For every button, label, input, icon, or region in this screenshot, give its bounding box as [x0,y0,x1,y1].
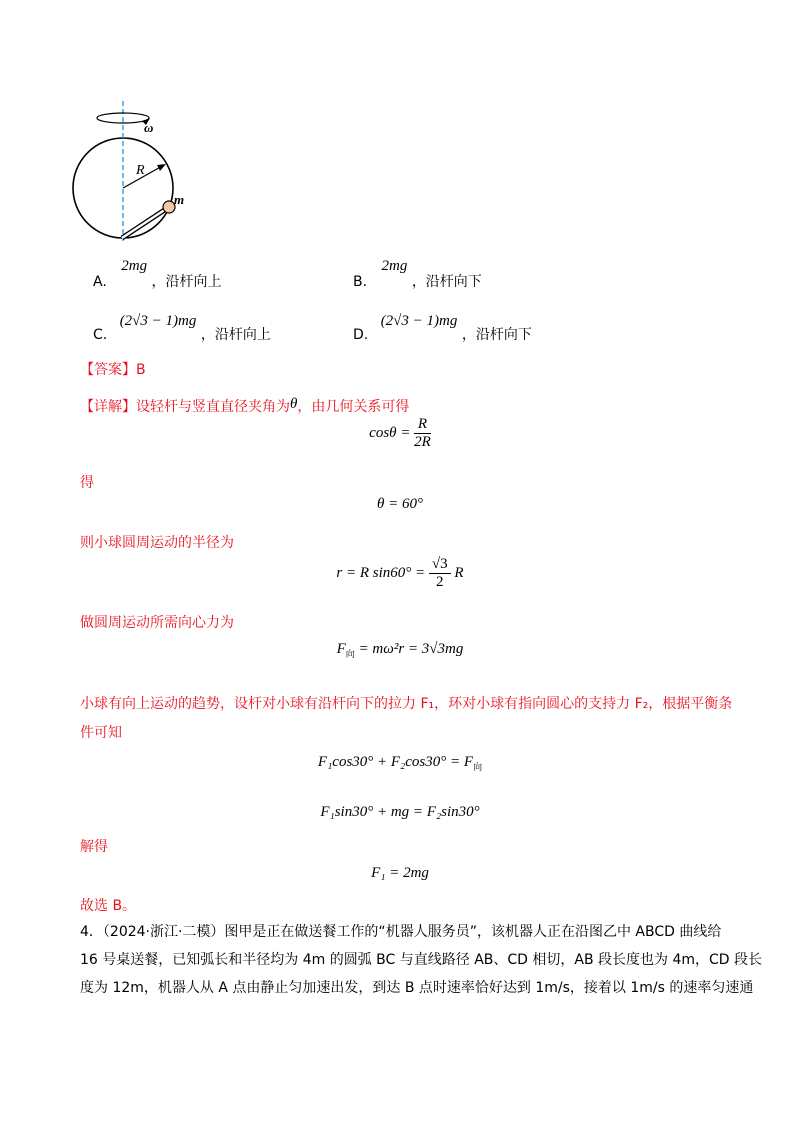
option-letter: B. [353,274,368,290]
text-de: 得 [80,475,94,491]
option-expr: 2mg [381,258,408,274]
equation-balance-1: $F_1\cos 30^\circ + F_2\cos 30^\circ = F_向$ [317,754,483,772]
option-tail: ，沿杆向上 [151,274,222,290]
omega-label: ω [144,120,154,135]
mass-label: m [174,192,185,207]
option-a[interactable] [93,257,222,290]
option-expr: (2√3 − 1)mg [380,313,458,329]
equation-balance-2: F₁sin30° + mg = F₂sin30° [320,804,480,820]
ring-rod-figure [60,96,210,246]
text-solve: 解得 [80,839,108,855]
equation-radius: r = R sin60° = $\frac{√3}{2}$ R [336,556,464,590]
equation-theta: θ = 60° [377,496,423,512]
option-expr: 2mg [121,258,148,274]
text-force: 做圆周运动所需向心力为 [80,615,234,631]
option-expr: (2√3 − 1)mg [119,313,197,329]
answer-value: B [136,362,146,378]
text-trend-2: 件可知 [80,725,122,741]
option-letter: C. [93,327,108,343]
text-choose: 故选 B。 [80,898,137,914]
option-d[interactable] [353,310,532,343]
detail-intro: 【详解】设轻杆与竖直直径夹角为θ，由几何关系可得 [80,396,410,415]
question-4-line-1: 4．（2024·浙江·二模）图甲是正在做送餐工作的“机器人服务员”，该机器人正在沿图乙中 ABCD 曲线给 [80,924,722,940]
answer-label: 【答案】 [80,362,136,378]
option-tail: ，沿杆向下 [461,327,532,343]
text-trend-1: 小球有向上运动的趋势，设杆对小球有沿杆向下的拉力 F₁，环对小球有指向圆心的支持力 F₂，根据平衡条 [80,696,733,712]
theta-symbol: θ [290,396,298,412]
option-b[interactable] [353,257,482,290]
equation-centripetal: $F_向 = m\omega^2r = 3√3mg$ [336,641,464,659]
option-tail: ，沿杆向上 [200,327,271,343]
radius-arrowhead [157,164,166,171]
radius-label: R [136,163,145,178]
equation-cos-theta: cosθ = $\frac{R}{2R}$ [369,416,431,450]
answer-line [80,359,146,379]
text-radius: 则小球圆周运动的半径为 [80,535,234,551]
question-4-line-3: 度为 12m，机器人从 A 点由静止匀加速出发，到达 B 点时速率恰好达到 1m/s，接着以 1m/s 的速率匀速通 [80,980,754,996]
option-c[interactable] [93,310,271,343]
question-4-line-2: 16 号桌送餐，已知弧长和半径均为 4m 的圆弧 BC 与直线路径 AB、CD 相切，AB 段长度也为 4m，CD 段长 [80,952,763,968]
question-4 [80,918,790,1002]
option-tail: ，沿杆向下 [411,274,482,290]
detail-label: 【详解】 [80,399,136,415]
option-letter: D. [353,327,369,343]
equation-result: F₁ = 2mg [371,865,429,881]
option-letter: A. [93,274,107,290]
